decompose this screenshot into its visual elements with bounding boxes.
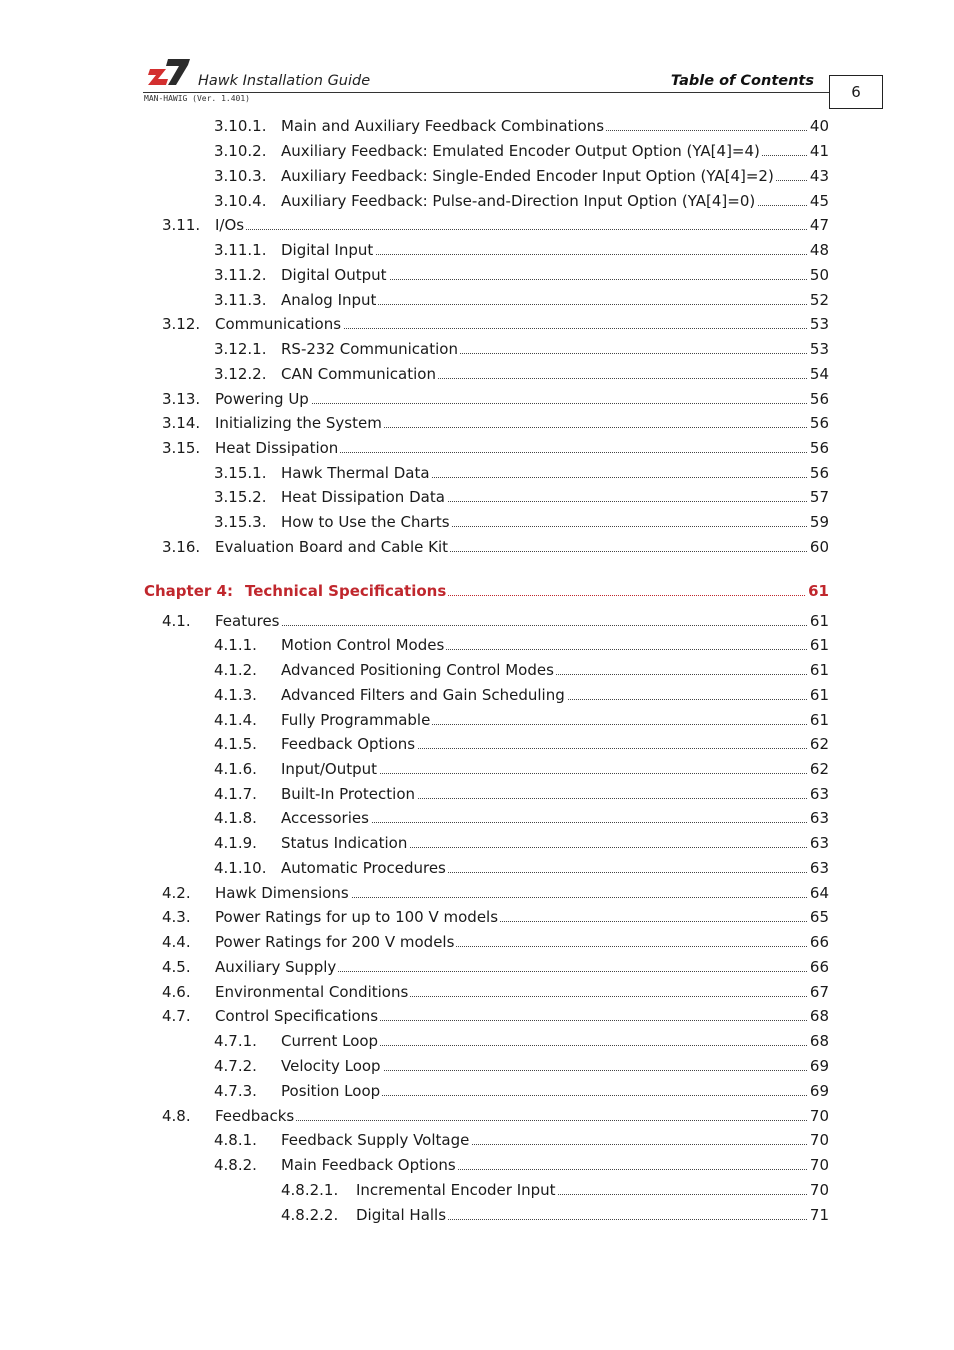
toc-entry-number: 4.1.9. [214,834,257,852]
toc-entry-label: Accessories [281,809,369,827]
toc-entry-label: Hawk Dimensions [215,884,349,902]
toc-entry-page: 64 [809,884,829,902]
toc-entry-number: 3.10.2. [214,142,267,160]
document-title: Hawk Installation Guide [198,73,371,89]
toc-entry-page: 63 [809,834,829,852]
toc-dot-leader [215,229,829,230]
toc-entry-label: Features [215,612,280,630]
toc-entry-number: 3.11. [162,216,201,234]
toc-entry-label: Motion Control Modes [281,636,445,654]
toc-entry-label: Position Loop [281,1082,381,1100]
toc-entry-label: Digital Output [281,266,387,284]
toc-entry[interactable] [214,758,829,780]
toc-entry-label: Power Ratings for 200 V models [215,933,455,951]
toc-entry-number: 4.1.3. [214,686,257,704]
toc-entry-page: 41 [809,142,829,160]
toc-entry-number: 3.11.2. [214,266,267,284]
toc-entry-number: 3.13. [162,390,201,408]
toc-entry-number: 4.3. [162,908,191,926]
toc-entry-page: 56 [809,464,829,482]
toc-entry-number: 3.12.2. [214,365,267,383]
toc-entry-number: 4.7.1. [214,1032,257,1050]
toc-entry[interactable] [162,1005,829,1027]
toc-entry-page: 40 [809,117,829,135]
toc-entry-page: 57 [809,488,829,506]
toc-entry[interactable] [162,931,829,953]
toc-entry-label: Control Specifications [215,1007,379,1025]
toc-entry[interactable] [214,462,829,484]
toc-entry[interactable] [162,437,829,459]
toc-entry[interactable] [162,313,829,335]
document-code: MAN-HAWIG (Ver. 1.401) [144,94,250,103]
toc-entry[interactable] [214,684,829,706]
toc-entry-page: 63 [809,809,829,827]
toc-entry[interactable] [214,239,829,261]
toc-entry-page: 61 [809,711,829,729]
toc-entry[interactable] [214,1129,829,1151]
toc-entry-page: 62 [809,735,829,753]
toc-entry-number: 3.15.2. [214,488,267,506]
toc-entry-page: 61 [809,686,829,704]
toc-entry-page: 68 [809,1032,829,1050]
toc-entry-page: 67 [809,983,829,1001]
toc-dot-leader [215,1120,829,1121]
toc-entry-page: 56 [809,390,829,408]
toc-entry[interactable] [162,412,829,434]
toc-entry-number: 4.7. [162,1007,191,1025]
toc-entry-label: Feedback Supply Voltage [281,1131,470,1149]
toc-entry[interactable] [162,214,829,236]
toc-entry-number: 4.1. [162,612,191,630]
toc-entry[interactable] [214,783,829,805]
toc-entry[interactable] [214,832,829,854]
toc-entry-page: 50 [809,266,829,284]
toc-entry-label: Advanced Positioning Control Modes [281,661,554,679]
toc-entry-label: Technical Specifications [245,582,447,600]
toc-entry-page: 63 [809,859,829,877]
toc-entry-page: 52 [809,291,829,309]
toc-entry[interactable] [214,289,829,311]
toc-entry-number: 3.10.3. [214,167,267,185]
toc-entry-label: Digital Halls [356,1206,447,1224]
toc-entry-page: 63 [809,785,829,803]
toc-entry-number: 3.12. [162,315,201,333]
toc-entry-page: 61 [809,612,829,630]
toc-entry[interactable] [214,807,829,829]
toc-entry-page: 56 [809,414,829,432]
toc-entry-page: 48 [809,241,829,259]
toc-entry-number: 3.10.1. [214,117,267,135]
toc-entry-label: Auxiliary Feedback: Single-Ended Encoder Input Option (YA[4]=2) [281,167,774,185]
toc-entry-number: 3.15. [162,439,201,457]
toc-entry-page: 62 [809,760,829,778]
toc-entry-label: RS-232 Communication [281,340,458,358]
toc-entry-number: 3.11.3. [214,291,267,309]
toc-entry-number: 3.14. [162,414,201,432]
toc-entry-label: Heat Dissipation [215,439,339,457]
toc-entry-label: CAN Communication [281,365,436,383]
toc-entry[interactable] [281,1179,829,1201]
toc-entry-label: Main and Auxiliary Feedback Combinations [281,117,605,135]
toc-chapter-entry[interactable] [144,580,829,602]
toc-entry[interactable] [162,981,829,1003]
toc-entry[interactable] [214,140,829,162]
toc-entry-label: I/Os [215,216,245,234]
toc-entry-label: Incremental Encoder Input [356,1181,556,1199]
toc-entry-label: Heat Dissipation Data [281,488,445,506]
toc-entry-label: Automatic Procedures [281,859,446,877]
toc-entry[interactable] [214,264,829,286]
toc-entry[interactable] [214,363,829,385]
toc-entry-number: 4.7.2. [214,1057,257,1075]
toc-entry-page: 43 [809,167,829,185]
toc-entry-label: How to Use the Charts [281,513,450,531]
toc-entry[interactable] [214,190,829,212]
toc-entry[interactable] [214,659,829,681]
toc-entry-number: Chapter 4: [144,582,233,600]
toc-entry-label: Auxiliary Supply [215,958,337,976]
toc-entry-number: 4.8.2.1. [281,1181,339,1199]
toc-entry-number: 3.11.1. [214,241,267,259]
toc-entry-label: Input/Output [281,760,377,778]
toc-entry-number: 4.1.2. [214,661,257,679]
toc-entry[interactable] [214,115,829,137]
toc-entry-number: 3.16. [162,538,201,556]
toc-entry-page: 53 [809,315,829,333]
toc-entry-number: 4.5. [162,958,191,976]
toc-entry-label: Environmental Conditions [215,983,409,1001]
toc-dot-leader [215,625,829,626]
toc-entry-page: 70 [809,1156,829,1174]
toc-entry-page: 65 [809,908,829,926]
toc-entry-label: Feedbacks [215,1107,295,1125]
toc-entry-page: 70 [809,1131,829,1149]
toc-entry-label: Hawk Thermal Data [281,464,430,482]
toc-entry[interactable] [214,634,829,656]
toc-entry-label: Current Loop [281,1032,379,1050]
toc-entry[interactable] [162,536,829,558]
toc-entry-label: Evaluation Board and Cable Kit [215,538,448,556]
toc-entry[interactable] [214,1080,829,1102]
toc-entry-number: 4.1.4. [214,711,257,729]
toc-entry-number: 4.4. [162,933,191,951]
toc-entry-label: Auxiliary Feedback: Pulse-and-Direction Input Option (YA[4]=0) [281,192,756,210]
toc-entry-page: 60 [809,538,829,556]
toc-entry-number: 3.10.4. [214,192,267,210]
toc-entry[interactable] [214,857,829,879]
toc-entry-label: Fully Programmable [281,711,431,729]
toc-entry-page: 53 [809,340,829,358]
toc-entry-number: 4.8.1. [214,1131,257,1149]
toc-entry-number: 4.8.2.2. [281,1206,339,1224]
toc-entry-number: 4.6. [162,983,191,1001]
toc-entry-page: 66 [809,933,829,951]
toc-entry[interactable] [214,709,829,731]
toc-entry-number: 4.2. [162,884,191,902]
toc-entry[interactable] [214,733,829,755]
toc-entry[interactable] [214,1154,829,1176]
toc-entry-label: Built-In Protection [281,785,416,803]
section-title: Table of Contents [670,73,814,89]
toc-entry-page: 68 [809,1007,829,1025]
toc-entry[interactable] [162,610,829,632]
toc-entry-label: Initializing the System [215,414,382,432]
toc-entry-number: 4.1.5. [214,735,257,753]
toc-entry-page: 61 [809,636,829,654]
page-header [0,0,954,110]
toc-entry-number: 4.7.3. [214,1082,257,1100]
toc-entry-number: 3.12.1. [214,340,267,358]
toc-entry-page: 59 [809,513,829,531]
toc-entry-page: 66 [809,958,829,976]
company-logo [148,57,190,87]
toc-entry[interactable] [214,338,829,360]
toc-entry-number: 4.1.8. [214,809,257,827]
toc-entry-number: 3.15.3. [214,513,267,531]
toc-entry[interactable] [162,1105,829,1127]
toc-entry[interactable] [162,956,829,978]
toc-entry[interactable] [214,165,829,187]
toc-entry-page: 47 [809,216,829,234]
toc-entry-number: 4.1.7. [214,785,257,803]
toc-entry-page: 69 [809,1057,829,1075]
toc-entry-number: 4.1.10. [214,859,267,877]
toc-entry-page: 69 [809,1082,829,1100]
toc-entry-label: Feedback Options [281,735,416,753]
toc-entry-page: 45 [809,192,829,210]
toc-entry[interactable] [214,486,829,508]
header-divider [143,92,829,93]
toc-entry-label: Power Ratings for up to 100 V models [215,908,499,926]
toc-entry-number: 4.1.6. [214,760,257,778]
toc-entry-label: Auxiliary Feedback: Emulated Encoder Output Option (YA[4]=4) [281,142,760,160]
toc-entry-number: 3.15.1. [214,464,267,482]
toc-entry-label: Status Indication [281,834,408,852]
toc-entry-page: 70 [809,1107,829,1125]
toc-entry-label: Advanced Filters and Gain Scheduling [281,686,565,704]
toc-entry-label: Communications [215,315,342,333]
toc-entry[interactable] [162,906,829,928]
toc-entry[interactable] [214,1030,829,1052]
toc-entry-page: 61 [809,661,829,679]
toc-entry[interactable] [214,511,829,533]
toc-entry[interactable] [214,1055,829,1077]
toc-entry-number: 4.8. [162,1107,191,1125]
toc-entry-label: Digital Input [281,241,374,259]
toc-entry-number: 4.8.2. [214,1156,257,1174]
toc-entry-label: Velocity Loop [281,1057,381,1075]
toc-entry[interactable] [162,388,829,410]
toc-entry[interactable] [162,882,829,904]
page-number: 6 [829,75,883,109]
toc-entry-page: 56 [809,439,829,457]
toc-entry-label: Powering Up [215,390,309,408]
toc-entry-number: 4.1.1. [214,636,257,654]
toc-entry-page: 70 [809,1181,829,1199]
toc-entry[interactable] [281,1204,829,1226]
toc-entry-label: Analog Input [281,291,377,309]
toc-entry-page: 71 [809,1206,829,1224]
toc-entry-page: 54 [809,365,829,383]
toc-entry-page: 61 [808,582,829,600]
toc-entry-label: Main Feedback Options [281,1156,456,1174]
